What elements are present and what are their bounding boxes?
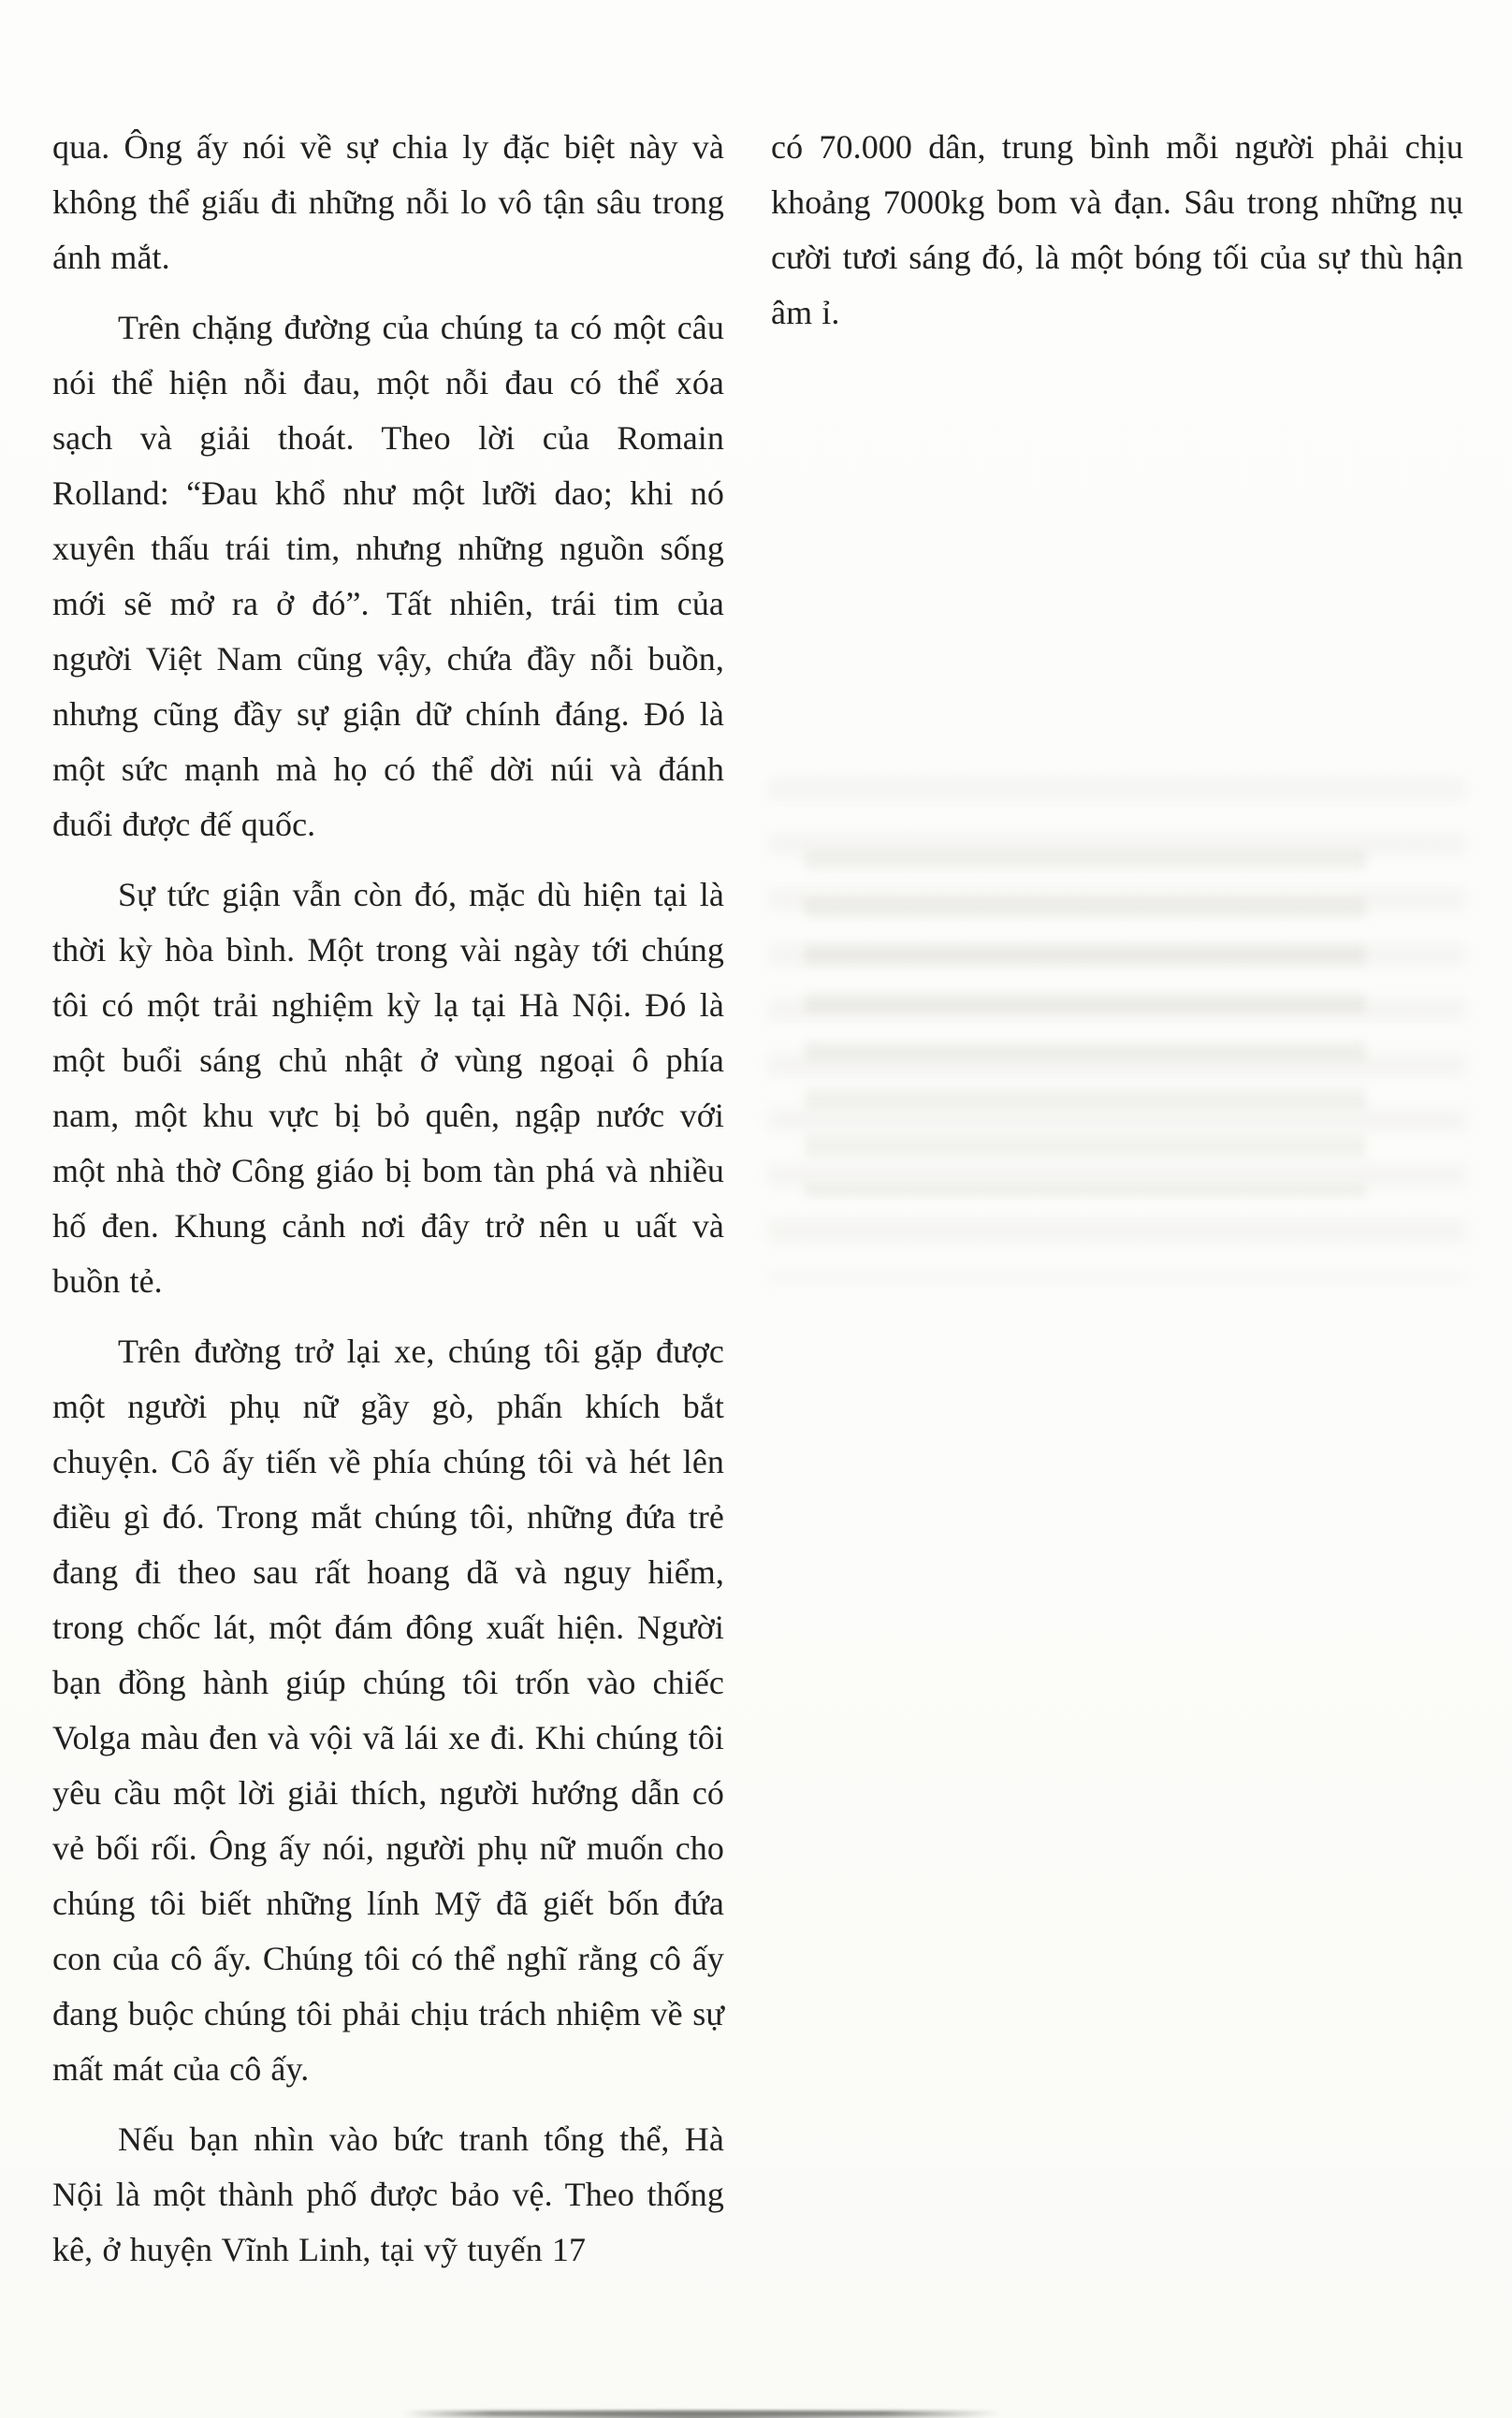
- paragraph: Trên đường trở lại xe, chúng tôi gặp được một người phụ nữ gầy gò, phấn khích bắt chuyện. Cô ấy tiến về phía chúng tôi và hét lên điều gì đó. Trong mắt chúng tôi, những đứa trẻ đang đi theo sau rất hoang dã và nguy hiểm, trong chốc lát, một đám đông xuất hiện. Người bạn đồng hành giúp chúng tôi trốn vào chiếc Volga màu đen và vội vã lái xe đi. Khi chúng tôi yêu cầu một lời giải thích, người hướng dẫn có vẻ bối rối. Ông ấy nói, người phụ nữ muốn cho chúng tôi biết những lính Mỹ đã giết bốn đứa con của cô ấy. Chúng tôi có thể nghĩ rằng cô ấy đang buộc chúng tôi phải chịu trách nhiệm về sự mất mát của cô ấy.: [52, 1333, 724, 2088]
- page-bleed-through-artifact: [767, 777, 1467, 1282]
- left-text-column: [52, 120, 724, 2293]
- paragraph: Sự tức giận vẫn còn đó, mặc dù hiện tại là thời kỳ hòa bình. Một trong vài ngày tới chúng tôi có một trải nghiệm kỳ lạ tại Hà Nội. Đó là một buổi sáng chủ nhật ở vùng ngoại ô phía nam, một khu vực bị bỏ quên, ngập nước với một nhà thờ Công giáo bị bom tàn phá và nhiều hố đen. Khung cảnh nơi đây trở nên u uất và buồn tẻ.: [52, 876, 724, 1300]
- paragraph: Nếu bạn nhìn vào bức tranh tổng thể, Hà Nội là một thành phố được bảo vệ. Theo thống kê, ở huyện Vĩnh Linh, tại vỹ tuyến 17: [52, 2120, 724, 2268]
- paragraph: qua. Ông ấy nói về sự chia ly đặc biệt này và không thể giấu đi những nỗi lo vô tận sâu trong ánh mắt.: [52, 128, 724, 276]
- paragraph: có 70.000 dân, trung bình mỗi người phải chịu khoảng 7000kg bom và đạn. Sâu trong những nụ cười tươi sáng đó, là một bóng tối của sự thù hận âm ỉ.: [771, 128, 1463, 331]
- scan-edge-mark: [402, 2411, 1001, 2416]
- page-bleed-through-artifact: [805, 842, 1366, 1198]
- scan-edge-shadow: [0, 2397, 1512, 2418]
- right-text-column: [771, 120, 1463, 356]
- paragraph: Trên chặng đường của chúng ta có một câu nói thể hiện nỗi đau, một nỗi đau có thể xóa sạch và giải thoát. Theo lời của Romain Rolland: “Đau khổ như một lưỡi dao; khi nó xuyên thấu trái tim, nhưng những nguồn sống mới sẽ mở ra ở đó”. Tất nhiên, trái tim của người Việt Nam cũng vậy, chứa đầy nỗi buồn, nhưng cũng đầy sự giận dữ chính đáng. Đó là một sức mạnh mà họ có thể dời núi và đánh đuổi được đế quốc.: [52, 309, 724, 843]
